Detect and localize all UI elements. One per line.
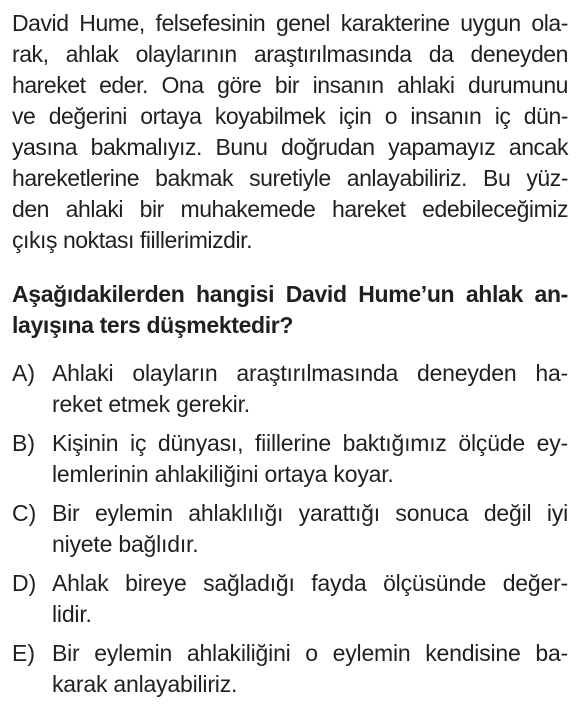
- option-letter: A): [12, 360, 35, 386]
- option-b[interactable]: [12, 428, 568, 490]
- option-letter: C): [12, 500, 37, 526]
- option-e[interactable]: [12, 638, 568, 700]
- passage-text: [12, 8, 568, 256]
- question-line: Aşağıdakilerden hangisi David Hume’un ahlak an-: [12, 281, 568, 307]
- option-text-line: reket etmek gerekir.: [52, 391, 250, 417]
- option-text-line: lidir.: [52, 601, 92, 627]
- passage-line: çıkış noktası fiillerimizdir.: [12, 227, 253, 253]
- passage-line: den ahlaki bir muhakemede hareket edebileceğimiz: [12, 196, 568, 222]
- option-text-line: Ahlak bireye sağladığı fayda ölçüsünde değer-: [52, 570, 568, 596]
- option-c[interactable]: [12, 498, 568, 560]
- question-page: [12, 8, 568, 708]
- option-text-line: lemlerinin ahlakiliğini ortaya koyar.: [52, 461, 394, 487]
- passage-line: yasına bakmalıyız. Bunu doğrudan yapamayız ancak: [12, 134, 568, 160]
- option-text-line: niyete bağlıdır.: [52, 531, 199, 557]
- option-text-line: karak anlayabiliriz.: [52, 671, 238, 697]
- passage-line: hareketlerine bakmak suretiyle anlayabiliriz. Bu yüz-: [12, 165, 568, 191]
- passage-line: ve değerini ortaya koyabilmek için o insanın iç dün-: [12, 103, 568, 129]
- option-text-line: Ahlaki olayların araştırılmasında deneyden ha-: [52, 360, 568, 386]
- passage-line: hareket eder. Ona göre bir insanın ahlaki durumunu: [12, 72, 568, 98]
- option-letter: E): [12, 640, 35, 666]
- passage-line: rak, ahlak olaylarının araştırılmasında da deneyden: [12, 41, 568, 67]
- option-a[interactable]: [12, 358, 568, 420]
- option-letter: B): [12, 430, 35, 456]
- option-text-line: Kişinin iç dünyası, fiillerine baktığımız ölçüde ey-: [52, 430, 568, 456]
- question-stem: [12, 279, 568, 341]
- option-d[interactable]: [12, 568, 568, 630]
- option-text-line: Bir eylemin ahlakiliğini o eylemin kendisine ba-: [52, 640, 568, 666]
- answer-options: [12, 358, 568, 700]
- option-letter: D): [12, 570, 37, 596]
- passage-line: David Hume, felsefesinin genel karakterine uygun ola-: [12, 10, 568, 36]
- option-text-line: Bir eylemin ahlaklılığı yarattığı sonuca değil iyi: [52, 500, 568, 526]
- question-line: layışına ters düşmektedir?: [12, 312, 294, 338]
